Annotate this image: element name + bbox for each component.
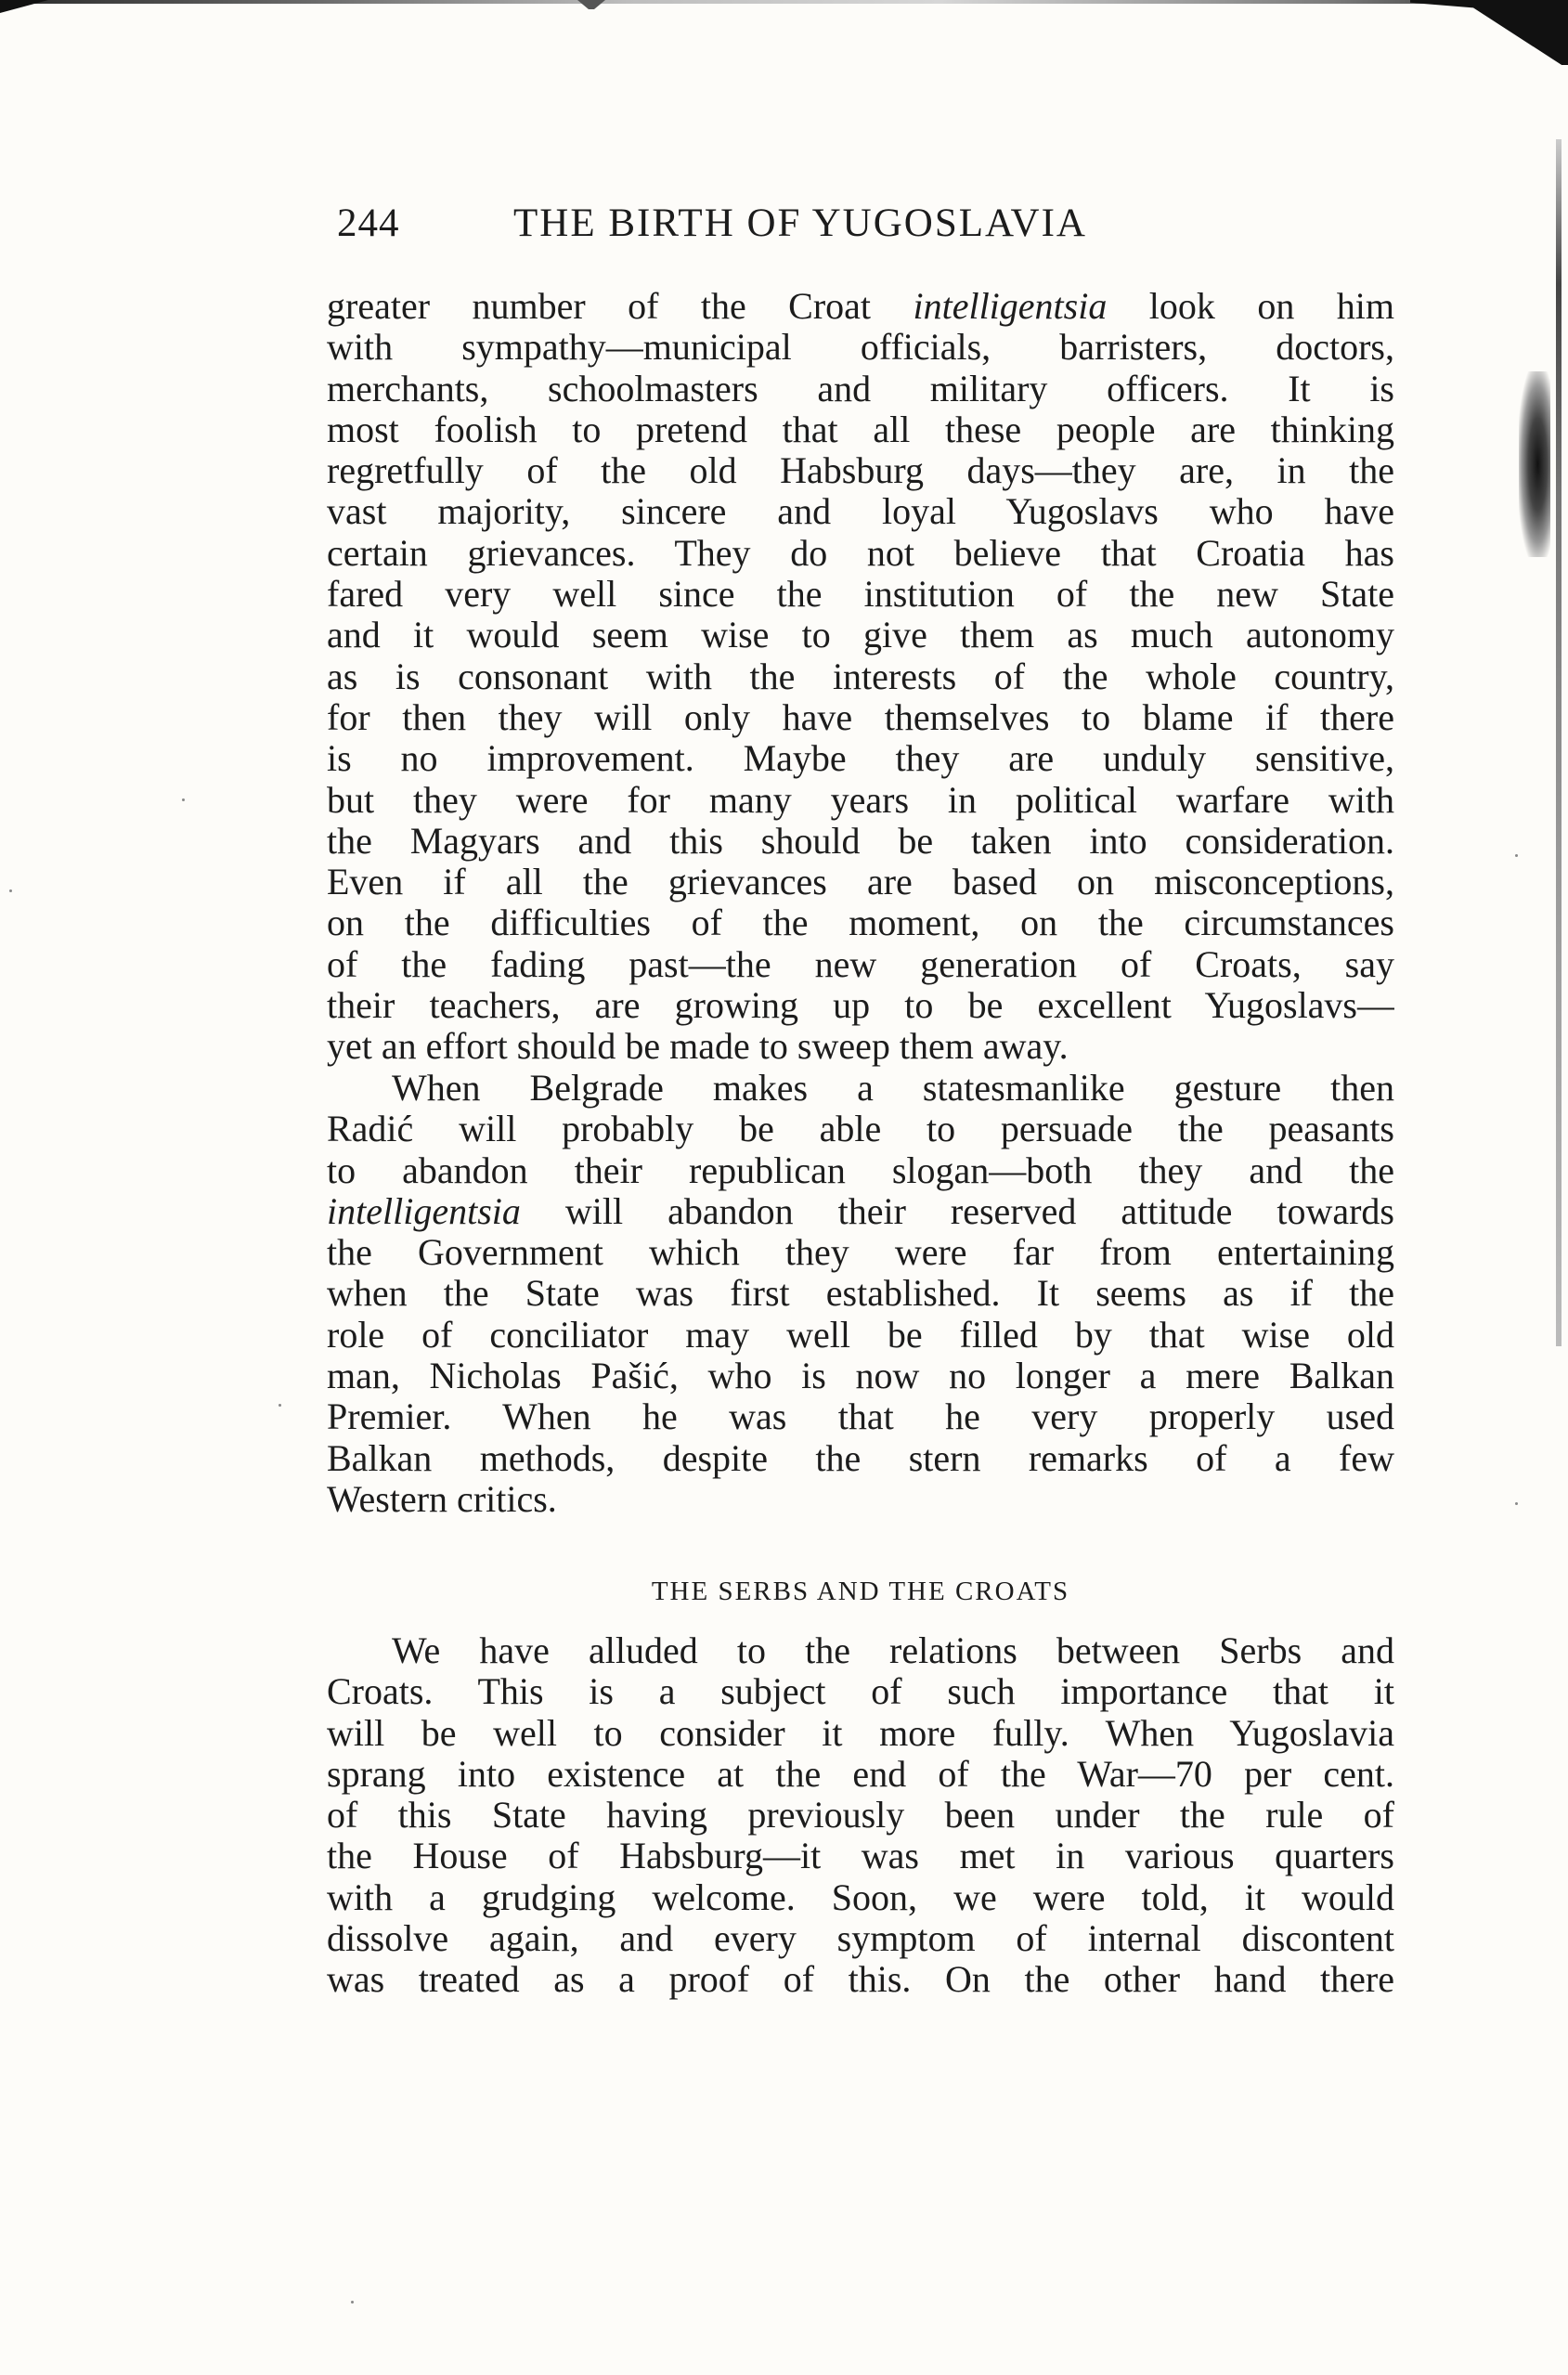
text-run: regretfully of the old Habsburg days—they are, in the xyxy=(327,450,1394,492)
scan-binding-edge xyxy=(1556,139,1562,1346)
text-line xyxy=(327,1877,1394,1918)
text-run: When Belgrade makes a statesmanlike gesture then xyxy=(392,1068,1394,1109)
text-line xyxy=(327,902,1394,943)
text-run: Premier. When he was that he very properly used xyxy=(327,1396,1394,1438)
text-line xyxy=(327,1273,1394,1314)
text-line xyxy=(327,327,1394,368)
text-line xyxy=(327,615,1394,655)
text-run: certain grievances. They do not believe that Croatia has xyxy=(327,532,1394,574)
text-run: the Government which they were far from entertaining xyxy=(327,1232,1394,1274)
text-line xyxy=(327,574,1394,615)
scan-speck xyxy=(182,798,185,801)
text-line xyxy=(327,369,1394,409)
text-line xyxy=(327,1068,1394,1109)
text-run: will be well to consider it more fully. When Yugoslavia xyxy=(327,1712,1394,1754)
scan-speck xyxy=(351,2301,354,2304)
text-line xyxy=(327,409,1394,450)
text-line xyxy=(327,862,1394,902)
text-run: Radić will probably be able to persuade the peasants xyxy=(327,1109,1394,1150)
paragraph-1 xyxy=(327,286,1394,1068)
scan-mark-top xyxy=(577,0,605,9)
text-line xyxy=(327,1356,1394,1396)
scan-speck xyxy=(1515,1502,1518,1505)
page-header xyxy=(337,201,1395,256)
text-line xyxy=(327,491,1394,532)
text-line xyxy=(327,944,1394,985)
scan-speck xyxy=(1515,854,1518,857)
text-line xyxy=(327,656,1394,697)
text-run: as is consonant with the interests of the whole country, xyxy=(327,655,1394,697)
text-line xyxy=(327,821,1394,862)
text-line xyxy=(327,1630,1394,1671)
text-run: the Magyars and this should be taken into consideration. xyxy=(327,820,1394,862)
text-run: fared very well since the institution of the new State xyxy=(327,574,1394,616)
text-run: role of conciliator may well be filled by that wise old xyxy=(327,1314,1394,1356)
text-line xyxy=(327,1026,1394,1067)
text-run: Western critics. xyxy=(327,1478,557,1520)
text-run: look on him xyxy=(1107,286,1394,327)
text-run: will abandon their reserved attitude towards xyxy=(520,1190,1394,1232)
text-run: man, Nicholas Pašić, who is now no longer a mere Balkan xyxy=(327,1356,1394,1397)
text-run: when the State was first established. It seems as if the xyxy=(327,1273,1394,1315)
text-run: greater number of the Croat xyxy=(327,286,914,327)
italic-term: intelligentsia xyxy=(327,1190,521,1232)
text-run: Even if all the grievances are based on misconceptions, xyxy=(327,862,1394,903)
scan-smudge xyxy=(1519,371,1550,557)
text-line xyxy=(327,1396,1394,1437)
text-run: Balkan methods, despite the stern remarks of a few xyxy=(327,1437,1394,1479)
text-run: to abandon their republican slogan—both they and the xyxy=(327,1149,1394,1191)
text-line xyxy=(327,1713,1394,1754)
italic-term: intelligentsia xyxy=(913,286,1108,327)
paragraph-2 xyxy=(327,1068,1394,1520)
text-run: on the difficulties of the moment, on the circumstances xyxy=(327,902,1394,944)
paragraph-3 xyxy=(327,1630,1394,2001)
text-run: merchants, schoolmasters and military officers. It is xyxy=(327,368,1394,409)
text-run: the House of Habsburg—it was met in various quarters xyxy=(327,1836,1394,1877)
scan-corner-shadow-right xyxy=(1410,0,1568,65)
text-run: for then they will only have themselves to blame if there xyxy=(327,696,1394,738)
text-run: vast majority, sincere and loyal Yugoslavs who have xyxy=(327,491,1394,533)
scan-speck xyxy=(279,1404,281,1407)
scan-speck xyxy=(9,889,12,892)
text-line xyxy=(327,450,1394,491)
running-title: THE BIRTH OF YUGOSLAVIA xyxy=(513,201,1087,245)
text-run: was treated as a proof of this. On the other hand there xyxy=(327,1959,1394,2001)
text-line xyxy=(327,1754,1394,1795)
text-run: and it would seem wise to give them as much autonomy xyxy=(327,615,1394,656)
page-number: 244 xyxy=(337,201,400,245)
text-run: most foolish to pretend that all these people are thinking xyxy=(327,409,1394,450)
scan-top-edge xyxy=(0,0,1568,4)
text-line xyxy=(327,1109,1394,1149)
text-run: of this State having previously been under the rule of xyxy=(327,1795,1394,1836)
text-run: their teachers, are growing up to be excellent Yugoslavs— xyxy=(327,985,1394,1027)
text-line xyxy=(327,1795,1394,1836)
text-line xyxy=(327,1479,1394,1520)
section-heading: THE SERBS AND THE CROATS xyxy=(651,1577,1070,1606)
text-run: sprang into existence at the end of the War—70 per cent. xyxy=(327,1753,1394,1795)
text-line xyxy=(327,697,1394,738)
text-line xyxy=(327,1150,1394,1191)
text-line xyxy=(327,1191,1394,1232)
text-run: with a grudging welcome. Soon, we were told, it would xyxy=(327,1876,1394,1918)
text-line xyxy=(327,1959,1394,2000)
text-run: of the fading past—the new generation of Croats, say xyxy=(327,943,1394,985)
text-run: is no improvement. Maybe they are unduly sensitive, xyxy=(327,738,1394,780)
text-line xyxy=(327,286,1394,327)
text-line xyxy=(327,1438,1394,1479)
text-run: dissolve again, and every symptom of internal discontent xyxy=(327,1918,1394,1960)
text-run: yet an effort should be made to sweep them away. xyxy=(327,1026,1069,1068)
text-line xyxy=(327,1918,1394,1959)
text-run: We have alluded to the relations between Serbs and xyxy=(392,1630,1394,1671)
text-line xyxy=(327,533,1394,574)
text-run: but they were for many years in political warfare with xyxy=(327,779,1394,821)
text-line xyxy=(327,738,1394,779)
text-line xyxy=(327,1315,1394,1356)
text-line xyxy=(327,985,1394,1026)
text-run: Croats. This is a subject of such importance that it xyxy=(327,1671,1394,1713)
text-run: with sympathy—municipal officials, barristers, doctors, xyxy=(327,327,1394,369)
text-line xyxy=(327,1232,1394,1273)
text-line xyxy=(327,780,1394,821)
text-line xyxy=(327,1671,1394,1712)
text-line xyxy=(327,1836,1394,1876)
